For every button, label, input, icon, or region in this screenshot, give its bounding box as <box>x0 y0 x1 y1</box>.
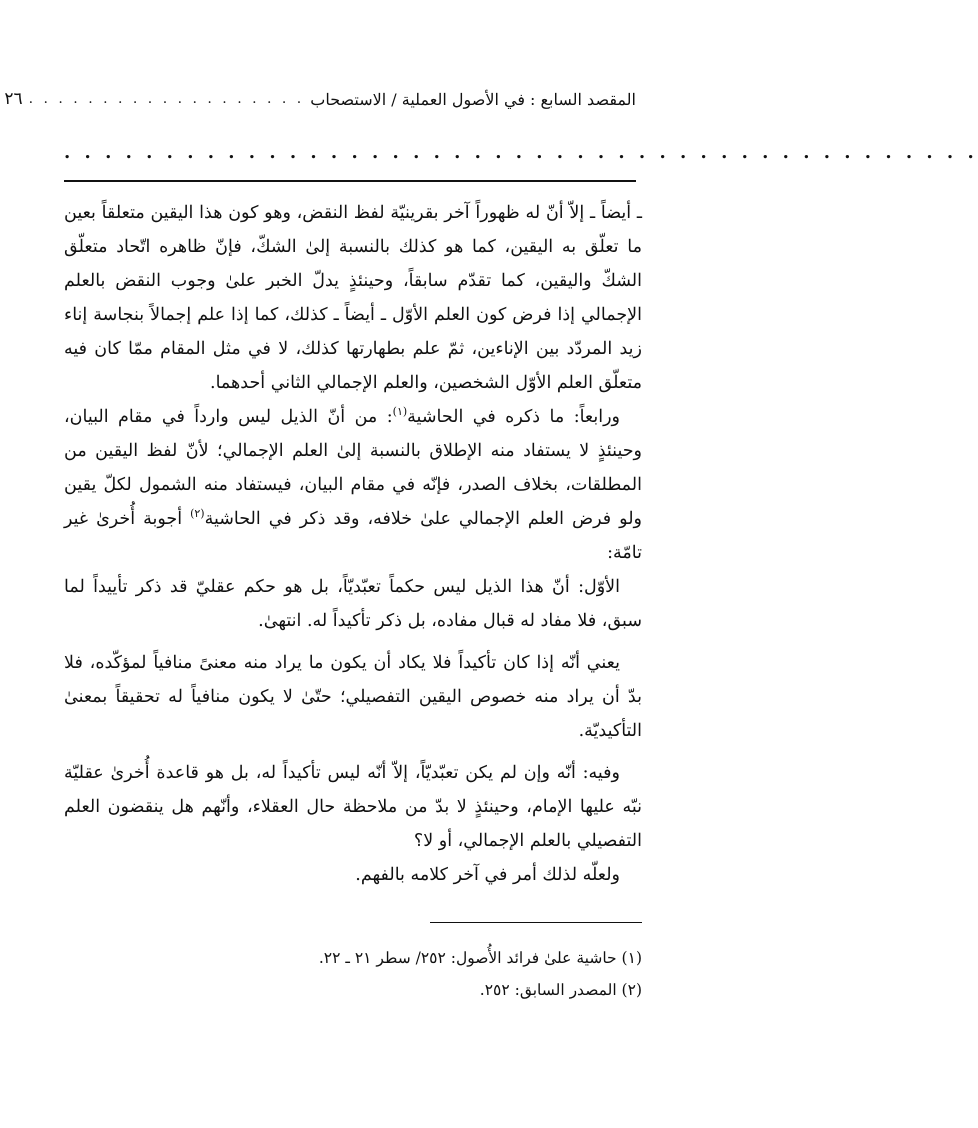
footnote-1: (١) حاشية علىٰ فرائد الأُصول: ٢٥٢/ سطر ٢١ ـ ٢٢. <box>318 949 642 967</box>
footnote-rule <box>430 922 642 923</box>
paragraph-2 <box>64 400 642 570</box>
paragraph-5: وفيه: أنّه وإن لم يكن تعبّديّاً، إلاّ أنّه ليس تأكيداً له، بل هو قاعدة أُخرىٰ عقليّة نبّه عليها الإمام، وحينئذٍ لا بدّ من ملاحظة حال العقلاء، وأنّهم هل ينقضون العلم التفصيلي بالعلم الإجمالي، أو لا؟ <box>64 763 642 851</box>
page-number: ٢٦ <box>4 89 23 109</box>
header-leader-dots: . . . . . . . . . . . . . . . . . . . <box>28 91 305 107</box>
separator-dots: . . . . . . . . . . . . . . . . . . . . . . . . . . . . . . . . . . . . . . . . . . . . . <box>64 142 978 163</box>
main-text <box>64 196 642 892</box>
paragraph-3: الأوّل: أنّ هذا الذيل ليس حكماً تعبّديّاً، بل هو حكم عقليّ قد ذكر تأييداً لما سبق، فلا مفاد له قبال مفاده، بل ذكر تأكيداً له. انتهىٰ. <box>64 577 642 631</box>
paragraph-1: ـ أيضاً ـ إلاّ أنّ له ظهوراً آخر بقرينيّة لفظ النقض، وهو كون هذا اليقين متعلقاً بعين ما تعلّق به اليقين، كما هو كذلك بالنسبة إلىٰ الشكّ، فإنّ ظاهره اتّحاد متعلّق الشكّ واليقين، كما تقدّم سابقاً، وحينئذٍ يدلّ الخبر علىٰ وجوب النقض بالعلم الإجمالي إذا فرض كون العلم الأوّل ـ أيضاً ـ كذلك، كما إذا علم إجمالاً بنجاسة إناء زيد المردّد بين الإناءين، ثمّ علم بطهارتها كذلك، لا في مثل المقام ممّا كان فيه متعلّق العلم الأوّل الشخصين، والعلم الإجمالي الثاني أحدهما. <box>64 203 642 393</box>
paragraph-4: يعني أنّه إذا كان تأكيداً فلا يكاد أن يكون ما يراد منه معنىً منافياً لمؤكّده، فلا بدّ أن يراد منه خصوص اليقين التفصيلي؛ حتّىٰ لا يكون منافياً له تحقيقاً بمعنىٰ التأكيديّة. <box>64 653 642 741</box>
footnote-ref-1: (١) <box>392 405 408 419</box>
paragraph-2-part-2: : من أنّ الذيل ليس وارداً في مقام البيان، وحينئذٍ لا يستفاد منه الإطلاق بالنسبة إلىٰ العلم الإجمالي؛ لأنّ لفظ اليقين من المطلقات، بخلاف الصدر، فإنّه في مقام البيان، فيستفاد منه الشمول لكلّ يقين ولو فرض العلم الإجمالي علىٰ خلافه، وقد ذكر في الحاشية <box>64 407 642 529</box>
footnote-2: (٢) المصدر السابق: ٢٥٢. <box>479 981 642 999</box>
header-title: المقصد السابع : في الأصول العملية / الاستصحاب <box>310 89 636 109</box>
paragraph-2-part-3: أجوبة أُخرىٰ غير تامّة: <box>64 509 642 563</box>
running-header <box>4 86 636 112</box>
header-rule <box>64 180 636 182</box>
paragraph-6: ولعلّه لذلك أمر في آخر كلامه بالفهم. <box>355 865 620 885</box>
footnote-ref-2: (٢) <box>190 507 205 521</box>
footnotes <box>82 942 642 1006</box>
paragraph-2-part-1: ورابعاً: ما ذكره في الحاشية <box>407 407 620 427</box>
